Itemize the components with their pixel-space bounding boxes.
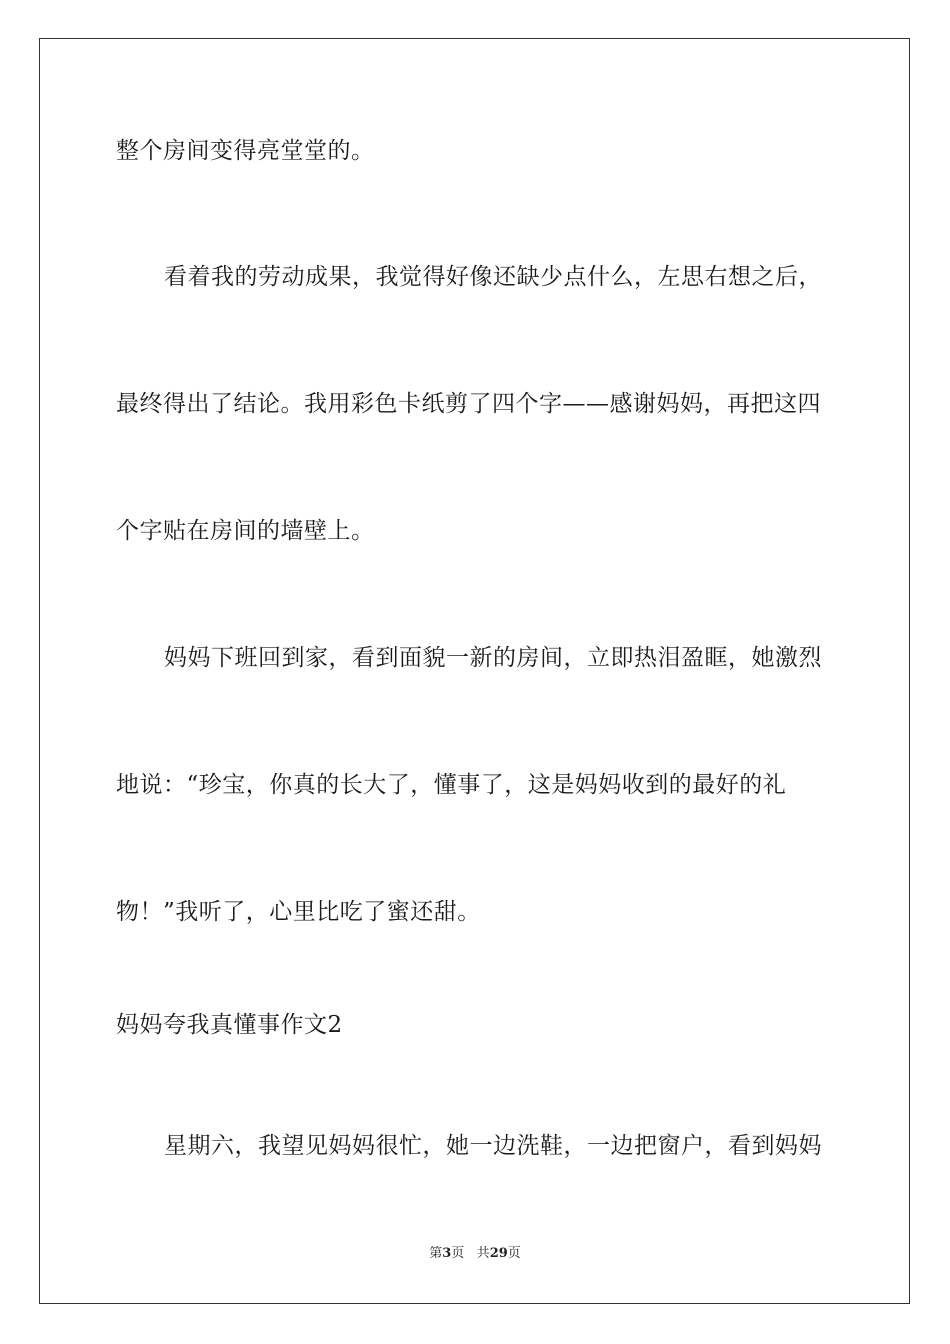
text-line-7: 物！”我听了，心里比吃了蜜还甜。 (116, 899, 481, 925)
footer-page-number: 3 (442, 1246, 452, 1261)
footer-total-suffix: 页 (507, 1246, 521, 1261)
paragraph-line-5: 妈妈下班回到家，看到面貌一新的房间，立即热泪盈眶，她激烈 (164, 645, 822, 671)
paragraph-line-9: 星期六，我望见妈妈很忙，她一边洗鞋，一边把窗户，看到妈妈 (164, 1133, 822, 1159)
footer-page-prefix: 第 (429, 1246, 443, 1261)
footer-total-prefix: 共 (476, 1246, 490, 1261)
text-line-4: 个字贴在房间的墙壁上。 (116, 518, 375, 544)
footer-total-pages: 29 (489, 1246, 508, 1261)
section-heading: 妈妈夸我真懂事作文2 (116, 1012, 343, 1038)
text-line-3: 最终得出了结论。我用彩色卡纸剪了四个字——感谢妈妈，再把这四 (116, 391, 821, 417)
paragraph-line-2: 看着我的劳动成果，我觉得好像还缺少点什么，左思右想之后， (164, 264, 822, 290)
page-footer (0, 1244, 950, 1264)
text-line-6: 地说：“珍宝，你真的长大了，懂事了，这是妈妈收到的最好的礼 (116, 772, 787, 798)
footer-page-suffix: 页 (451, 1246, 465, 1261)
text-line-1: 整个房间变得亮堂堂的。 (116, 138, 375, 164)
